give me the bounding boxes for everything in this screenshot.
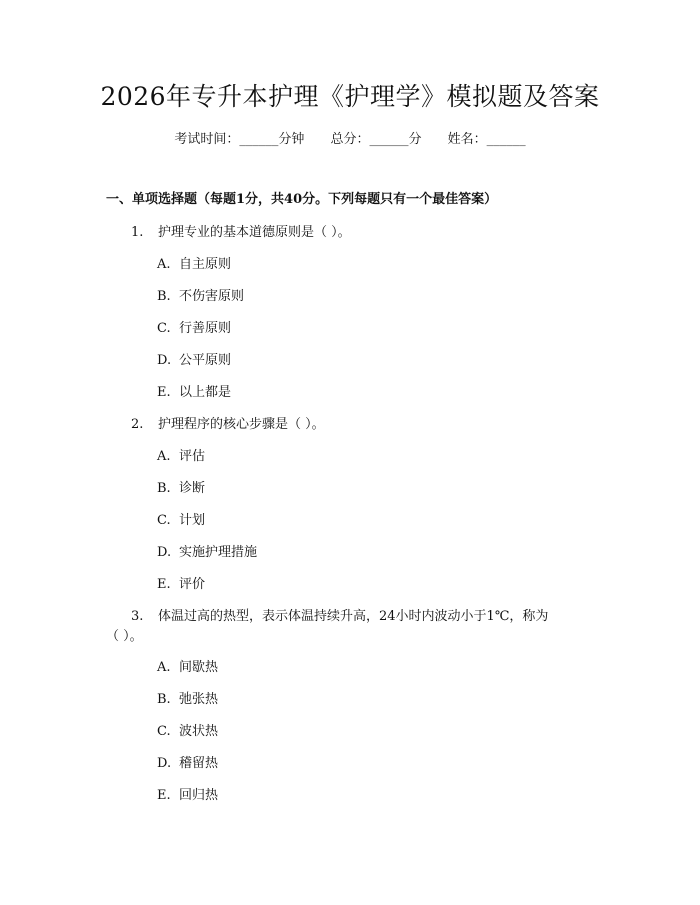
question-number: 1.: [131, 225, 144, 240]
option-text: 不伤害原则: [179, 289, 245, 304]
option-text: 波状热: [179, 724, 219, 739]
option-text: 弛张热: [179, 692, 219, 707]
question-3-option-a: [157, 658, 218, 678]
question-2-option-b: [157, 479, 205, 499]
question-text: 护理程序的核心步骤是（ ）。: [158, 417, 325, 432]
question-2-option-c: [157, 511, 205, 531]
option-text: 回归热: [179, 788, 219, 803]
question-2-option-d: [157, 543, 257, 563]
option-text: 公平原则: [179, 353, 232, 368]
option-text: 自主原则: [179, 257, 232, 272]
exam-time-field: 考试时间：______分钟: [174, 132, 305, 147]
exam-meta: [0, 130, 700, 150]
option-letter: E.: [157, 385, 171, 400]
option-text: 诊断: [179, 481, 206, 496]
section-heading: 一、单项选择题（每题1分，共40分。下列每题只有一个最佳答案）: [106, 192, 498, 207]
question-number: 2.: [131, 417, 144, 432]
option-letter: B.: [157, 692, 171, 707]
question-1-option-c: [157, 319, 231, 339]
question-3: [131, 607, 548, 627]
option-letter: E.: [157, 577, 171, 592]
option-text: 间歇热: [179, 660, 219, 675]
option-letter: A.: [157, 660, 171, 675]
page-title: 2026年专升本护理《护理学》模拟题及答案: [100, 82, 600, 111]
question-3-option-d: [157, 754, 218, 774]
question-2-option-a: [157, 447, 205, 467]
question-1-option-a: [157, 255, 231, 275]
question-number: 3.: [131, 609, 144, 624]
option-text: 评估: [179, 449, 206, 464]
option-letter: D.: [157, 353, 172, 368]
option-letter: D.: [157, 756, 172, 771]
option-text: 以上都是: [179, 385, 232, 400]
question-2: [131, 415, 325, 435]
student-name-field: 姓名：______: [447, 132, 526, 147]
option-text: 计划: [179, 513, 206, 528]
question-1-option-e: [157, 383, 231, 403]
question-2-option-e: [157, 575, 205, 595]
option-text: 实施护理措施: [179, 545, 258, 560]
question-3-option-b: [157, 690, 218, 710]
question-3-option-e: [157, 786, 218, 806]
option-letter: C.: [157, 321, 171, 336]
option-letter: D.: [157, 545, 172, 560]
question-1: [131, 223, 351, 243]
option-text: 稽留热: [179, 756, 219, 771]
question-text: 体温过高的热型，表示体温持续升高，24小时内波动小于1℃，称为: [158, 609, 549, 624]
option-letter: C.: [157, 513, 171, 528]
question-3-continuation: （ ）。: [106, 629, 143, 644]
question-3-option-c: [157, 722, 218, 742]
option-letter: A.: [157, 257, 171, 272]
option-letter: B.: [157, 481, 171, 496]
option-text: 评价: [179, 577, 206, 592]
option-letter: B.: [157, 289, 171, 304]
question-1-option-b: [157, 287, 244, 307]
total-score-field: 总分：______分: [330, 132, 422, 147]
question-1-option-d: [157, 351, 231, 371]
option-letter: A.: [157, 449, 171, 464]
option-text: 行善原则: [179, 321, 232, 336]
option-letter: E.: [157, 788, 171, 803]
option-letter: C.: [157, 724, 171, 739]
question-text: 护理专业的基本道德原则是（ ）。: [158, 225, 351, 240]
